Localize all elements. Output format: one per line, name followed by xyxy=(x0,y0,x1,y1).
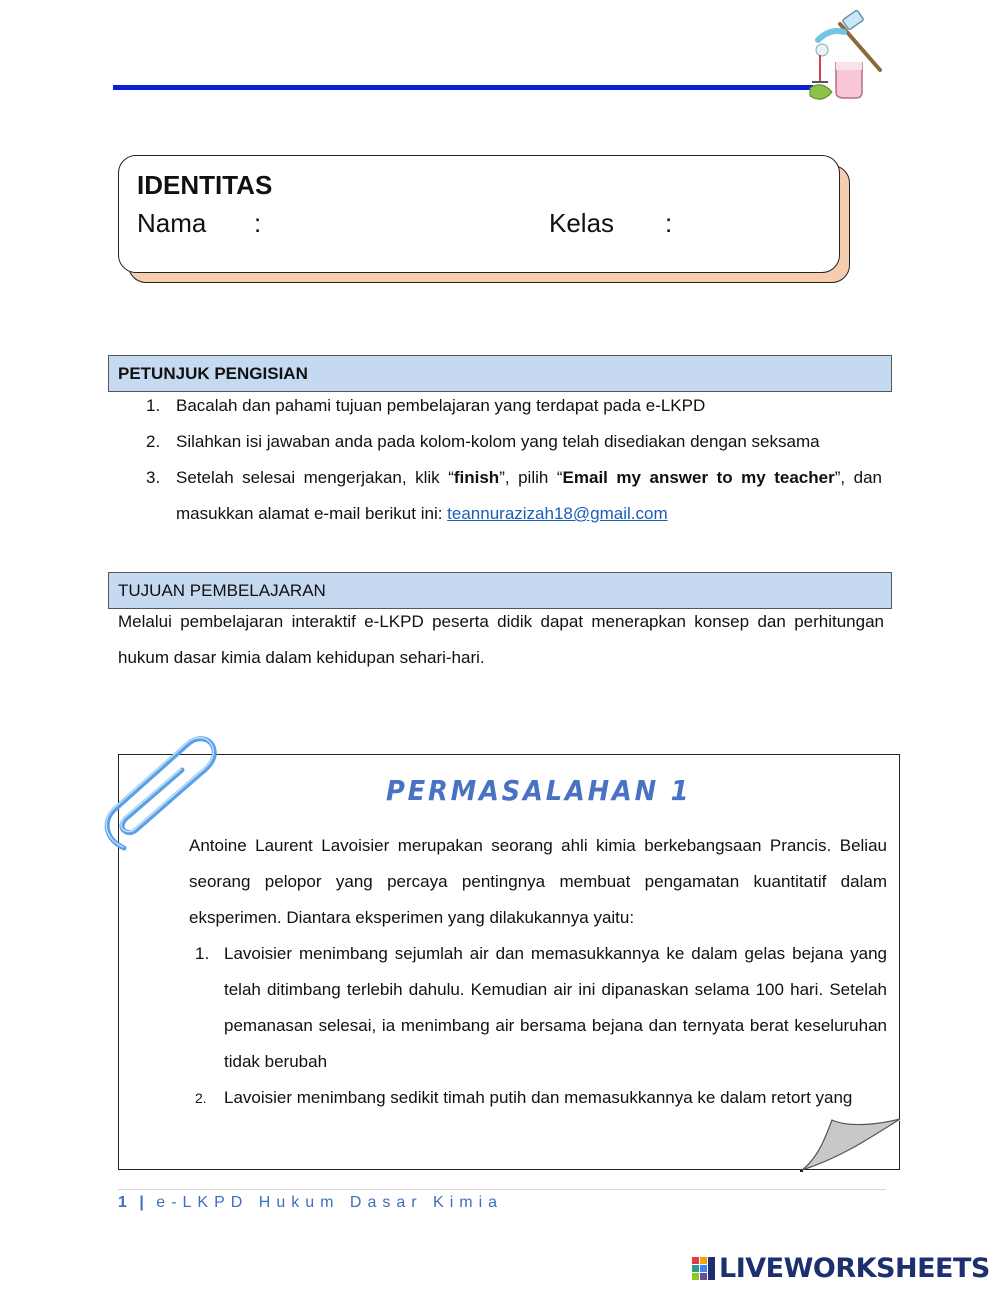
item-text: Setelah selesai mengerjakan, klik “ xyxy=(176,468,454,487)
liveworksheets-logo-icon xyxy=(692,1257,716,1281)
teacher-email-link[interactable]: teannurazizah18@gmail.com xyxy=(447,504,668,523)
learning-goal-text: Melalui pembelajaran interaktif e-LKPD peserta didik dapat menerapkan konsep dan perhitungan hukum dasar kimia dalam kehidupan sehari-hari. xyxy=(118,612,884,667)
item-text: Lavoisier menimbang sejumlah air dan memasukkannya ke dalam gelas bejana yang telah ditimbang terlebih dahulu. Kemudian air ini dipanaskan selama 100 hari. Setelah pemanasan selesai, ia menimbang air bersama bejana dan ternyata berat keseluruhan tidak berubah xyxy=(224,944,887,1071)
item-number: 2. xyxy=(195,1090,207,1106)
list-item xyxy=(140,424,882,460)
list-item xyxy=(189,936,887,1080)
identity-title: IDENTITAS xyxy=(137,170,273,200)
learning-goal-heading: TUJUAN PEMBELAJARAN xyxy=(108,572,892,609)
page-curl-icon xyxy=(800,1118,901,1172)
liveworksheets-wordmark: LIVEWORKSHEETS xyxy=(719,1253,990,1284)
footer-title: e-LKPD Hukum Dasar Kimia xyxy=(156,1194,504,1211)
page-number: 1 xyxy=(118,1194,129,1211)
item-text: Bacalah dan pahami tujuan pembelajaran yang terdapat pada e-LKPD xyxy=(176,396,706,415)
class-label: Kelas xyxy=(549,208,615,238)
item-number: 2. xyxy=(146,432,161,451)
identity-box xyxy=(118,155,840,273)
item-text: Silahkan isi jawaban anda pada kolom-kolom yang telah disediakan dengan seksama xyxy=(176,432,820,451)
problem-list xyxy=(189,936,887,1116)
name-colon: : xyxy=(254,208,262,238)
item-number: 3. xyxy=(146,468,161,487)
item-number: 1. xyxy=(195,944,210,963)
item-text: Lavoisier menimbang sedikit timah putih dan memasukkannya ke dalam retort yang xyxy=(224,1088,853,1107)
instructions-heading: PETUNJUK PENGISIAN xyxy=(108,355,892,392)
footer-separator: | xyxy=(139,1194,146,1211)
item-number: 1. xyxy=(146,396,161,415)
list-item xyxy=(140,388,882,424)
footer-divider xyxy=(118,1189,886,1190)
list-item xyxy=(140,460,882,532)
email-option-keyword: Email my answer to my teacher xyxy=(562,468,835,487)
header-line xyxy=(113,85,813,90)
item-text: ”, pilih “ xyxy=(499,468,563,487)
finish-keyword: finish xyxy=(453,468,500,487)
list-item xyxy=(189,1080,887,1116)
name-label: Nama xyxy=(137,208,207,238)
class-colon: : xyxy=(665,208,673,238)
item-text: ”, dan masukkan alamat e-mail berikut ini: xyxy=(176,468,882,523)
problem-title: PERMASALAHAN 1 xyxy=(386,774,692,807)
page-footer xyxy=(118,1194,503,1212)
lab-flask-icon xyxy=(800,10,890,105)
liveworksheets-logo[interactable] xyxy=(692,1253,990,1284)
problem-intro: Antoine Laurent Lavoisier merupakan seorang ahli kimia berkebangsaan Prancis. Beliau seorang pelopor yang percaya pentingnya membuat pengamatan kuantitatif dalam eksperimen. Diantara eksperimen yang dilakukannya yaitu: xyxy=(189,836,887,927)
instructions-list xyxy=(140,388,882,532)
